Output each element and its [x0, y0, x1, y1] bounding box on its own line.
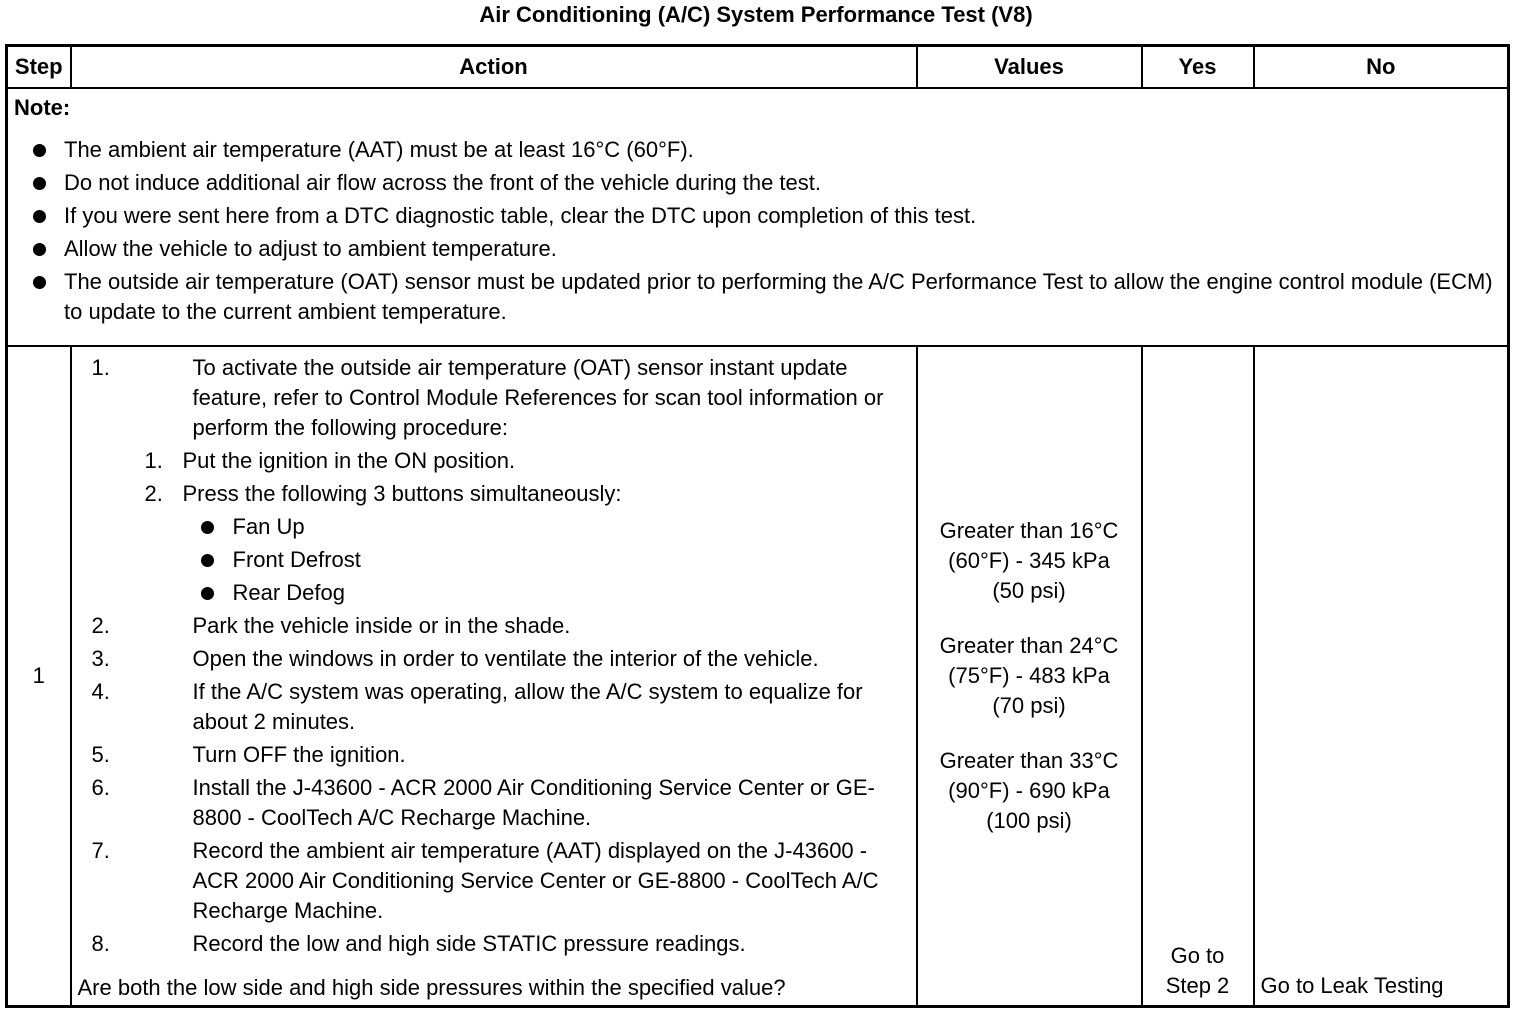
note-item: The outside air temperature (OAT) sensor must be updated prior to performing the A/C Performance Test to allow the engine control module (ECM) to update to the current ambient temperature. [14, 267, 1501, 327]
header-row [7, 46, 1509, 89]
header-step: Step [7, 46, 71, 89]
action-item-text: To activate the outside air temperature (OAT) sensor instant update feature, refer to Control Module References for scan tool information or perform the following procedure: [192, 355, 884, 440]
action-item-text: Park the vehicle inside or in the shade. [192, 613, 571, 638]
diagnostic-table [5, 44, 1510, 1008]
no-cell [1254, 346, 1509, 1007]
note-cell [7, 88, 1509, 346]
values-cell [917, 346, 1142, 1007]
action-item [78, 611, 912, 641]
action-item-number: 5. [91, 742, 110, 767]
action-item-number: 2. [91, 613, 110, 638]
header-values: Values [917, 46, 1142, 89]
action-item-text: Install the J-43600 - ACR 2000 Air Conditioning Service Center or GE-8800 - CoolTech A/C Recharge Machine. [192, 775, 875, 830]
note-item: Allow the vehicle to adjust to ambient temperature. [14, 234, 1501, 264]
action-item-number: 3. [91, 646, 110, 671]
value-line: (70 psi) [992, 693, 1066, 718]
value-line: (90°F) - 690 kPa [948, 778, 1110, 803]
header-action: Action [71, 46, 917, 89]
value-line: (50 psi) [992, 578, 1066, 603]
action-question: Are both the low side and high side pressures within the specified value? [77, 975, 786, 1000]
action-item-number: 7. [91, 838, 110, 863]
step-1-row [7, 346, 1509, 1007]
action-item [78, 644, 912, 674]
action-item-text: Record the low and high side STATIC pressure readings. [192, 931, 746, 956]
note-item: If you were sent here from a DTC diagnostic table, clear the DTC upon completion of this test. [14, 201, 1501, 231]
document-title: Air Conditioning (A/C) System Performance Test (V8) [479, 2, 1033, 27]
value-line: Greater than 33°C [939, 748, 1119, 773]
button-item: Rear Defog [131, 578, 912, 608]
action-item-text: Turn OFF the ignition. [192, 742, 406, 767]
value-line: (60°F) - 345 kPa [948, 548, 1110, 573]
value-line: Greater than 16°C [939, 518, 1119, 543]
action-item [78, 740, 912, 770]
action-item-number: 4. [91, 679, 110, 704]
button-item: Front Defrost [131, 545, 912, 575]
value-spec [922, 516, 1137, 606]
button-list [131, 512, 912, 608]
sub-action-number: 2. [144, 481, 163, 506]
action-item-text: Record the ambient air temperature (AAT) displayed on the J-43600 - ACR 2000 Air Conditioning Service Center or GE-8800 - CoolTech A/C Recharge Machine. [192, 838, 879, 923]
note-item: Do not induce additional air flow across the front of the vehicle during the test. [14, 168, 1501, 198]
button-item: Fan Up [131, 512, 912, 542]
action-item-number: 6. [91, 775, 110, 800]
sub-action-text: Press the following 3 buttons simultaneously: [182, 481, 622, 506]
note-list [14, 135, 1501, 327]
action-item [78, 353, 912, 608]
value-spec [922, 631, 1137, 721]
note-label: Note: [14, 95, 71, 120]
action-cell [71, 346, 917, 1007]
action-item [78, 677, 912, 737]
sub-action-list [131, 446, 912, 608]
yes-line: Step 2 [1165, 973, 1230, 998]
sub-action-item [131, 446, 912, 476]
value-line: Greater than 24°C [939, 633, 1119, 658]
sub-action-number: 1. [144, 448, 163, 473]
sub-action-item [131, 479, 912, 608]
yes-cell [1142, 346, 1254, 1007]
action-list [78, 353, 912, 959]
note-row [7, 88, 1509, 346]
action-item [78, 773, 912, 833]
action-item [78, 929, 912, 959]
sub-action-text: Put the ignition in the ON position. [182, 448, 516, 473]
action-item-text: If the A/C system was operating, allow the A/C system to equalize for about 2 minutes. [192, 679, 863, 734]
action-item-number: 1. [91, 355, 110, 380]
yes-line: Go to [1170, 943, 1225, 968]
no-text: Go to Leak Testing [1260, 973, 1444, 998]
header-yes: Yes [1142, 46, 1254, 89]
action-item-text: Open the windows in order to ventilate the interior of the vehicle. [192, 646, 819, 671]
step-number: 1 [7, 346, 71, 1007]
note-item: The ambient air temperature (AAT) must be at least 16°C (60°F). [14, 135, 1501, 165]
value-line: (75°F) - 483 kPa [948, 663, 1110, 688]
header-no: No [1254, 46, 1509, 89]
value-spec [922, 746, 1137, 836]
value-line: (100 psi) [986, 808, 1072, 833]
action-item [78, 836, 912, 926]
action-item-number: 8. [91, 931, 110, 956]
